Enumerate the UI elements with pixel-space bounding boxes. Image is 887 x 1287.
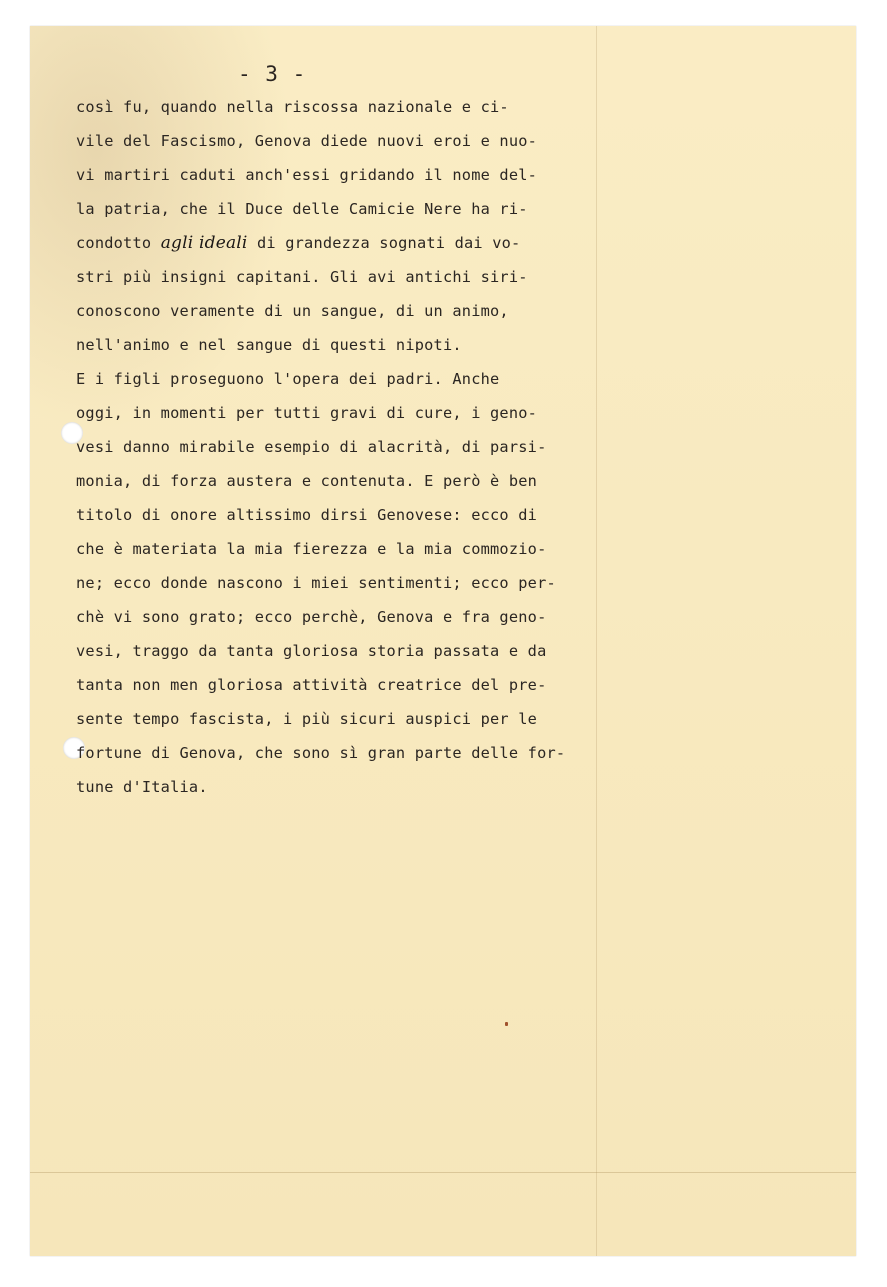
text-line: così fu, quando nella riscossa nazionale e ci- [76,98,509,116]
paper-fold-line [30,1172,856,1173]
text-line: fortune di Genova, che sono sì gran parte delle for- [76,744,566,762]
text-line: la patria, che il Duce delle Camicie Nere ha ri- [76,200,528,218]
text-segment: condotto [76,234,161,252]
text-line: chè vi sono grato; ecco perchè, Genova e fra geno- [76,608,547,626]
text-line: vi martiri caduti anch'essi gridando il nome del- [76,166,538,184]
text-line [76,226,636,260]
text-line: vesi danno mirabile esempio di alacrità, di parsi- [76,438,547,456]
text-line: conoscono veramente di un sangue, di un animo, [76,302,509,320]
ink-speck [505,1022,508,1026]
text-line: E i figli proseguono l'opera dei padri. Anche [76,370,500,388]
typed-text-body [76,90,636,804]
text-line: vesi, traggo da tanta gloriosa storia passata e da [76,642,547,660]
text-line: oggi, in momenti per tutti gravi di cure, i geno- [76,404,538,422]
handwritten-insertion: agli ideali [160,233,248,253]
text-line: vile del Fascismo, Genova diede nuovi eroi e nuo- [76,132,538,150]
text-line: tanta non men gloriosa attività creatrice del pre- [76,676,547,694]
text-line: che è materiata la mia fierezza e la mia commozio- [76,540,547,558]
text-line: nell'animo e nel sangue di questi nipoti. [76,336,462,354]
text-segment: di grandezza sognati dai vo- [247,234,521,252]
text-line: tune d'Italia. [76,778,208,796]
text-line: titolo di onore altissimo dirsi Genovese: ecco di [76,506,538,524]
text-line: monia, di forza austera e contenuta. E però è ben [76,472,538,490]
text-line: sente tempo fascista, i più sicuri auspici per le [76,710,538,728]
page-number: - 3 - [238,62,307,86]
text-line: ne; ecco donde nascono i miei sentimenti; ecco per- [76,574,556,592]
text-line: stri più insigni capitani. Gli avi antichi siri- [76,268,528,286]
